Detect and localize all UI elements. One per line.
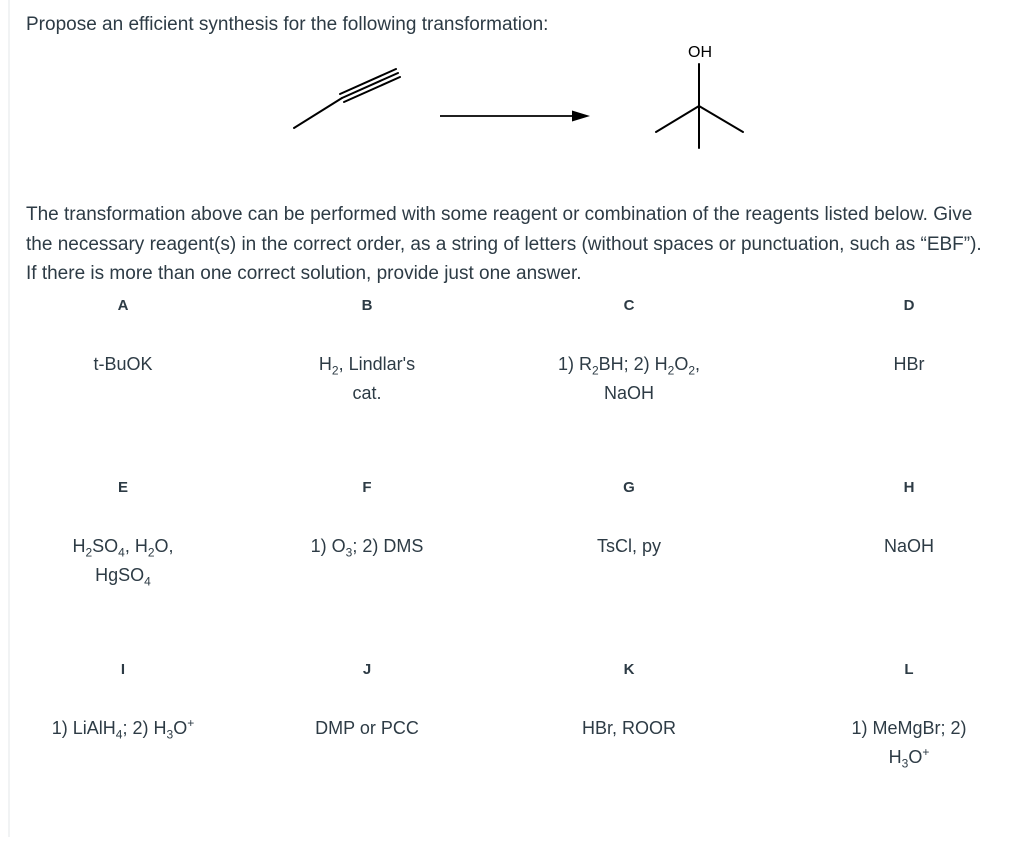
reagent-option-d <box>794 296 1024 379</box>
reagent-option-h <box>794 478 1024 561</box>
reagent-letter: J <box>362 661 372 678</box>
reagent-row <box>0 478 1024 660</box>
reagent-text: TsCl, py <box>596 536 661 556</box>
reagent-letter: K <box>623 661 635 678</box>
reagent-option-g <box>514 478 744 561</box>
reagent-text: 1) MeMgBr; 2) $H_3O^+$ <box>851 718 967 771</box>
reagent-letter: G <box>623 479 635 496</box>
question-prompt: Propose an efficient synthesis for the following transformation: <box>26 14 549 35</box>
instructions-text: The transformation above can be performed with some reagent or combination of the reagents listed below. Give the necessary reagent(s) in the correct order, as a string of letters (without spaces or punctuation, such as “EBF”). If there is more than one correct solution, provide just one answer. <box>26 204 982 284</box>
reagent-option-k <box>514 660 744 743</box>
reagent-grid <box>0 296 1024 842</box>
reagent-text: 1) LiAlH$_4$; 2) $H_3O^+$ <box>51 716 195 742</box>
product-oh-label: OH <box>688 44 712 61</box>
reagent-option-j <box>252 660 482 743</box>
propyne-structure <box>294 69 400 128</box>
reagent-row <box>0 660 1024 842</box>
reagent-text: 1) $R_2BH$; 2) $H_2O_2$, NaOH <box>557 354 701 403</box>
reagent-letter: H <box>903 479 915 496</box>
reagent-option-a <box>8 296 238 379</box>
reagent-letter: E <box>117 479 128 496</box>
reagent-letter: B <box>361 297 373 314</box>
reaction-scheme <box>280 38 750 168</box>
reagent-letter: C <box>623 297 635 314</box>
reagent-text: HBr <box>893 354 925 374</box>
reagent-text: t-BuOK <box>93 354 153 374</box>
reagent-letter: A <box>117 297 129 314</box>
reagent-option-e <box>8 478 238 590</box>
reagent-text: DMP or PCC <box>315 718 419 738</box>
reagent-option-c <box>514 296 744 408</box>
reagent-text: $H_2$, Lindlar's cat. <box>318 354 416 403</box>
reagent-text: 1) $O_3$; 2) DMS <box>310 536 424 560</box>
reaction-arrow <box>440 111 590 122</box>
reagent-letter: L <box>904 661 914 678</box>
reagent-option-f <box>252 478 482 561</box>
tert-butanol-structure <box>656 64 743 148</box>
reagent-letter: I <box>120 661 126 678</box>
reagent-text: NaOH <box>883 536 934 556</box>
reagent-letter: F <box>362 479 372 496</box>
reagent-option-i <box>8 660 238 743</box>
reagent-option-b <box>252 296 482 408</box>
reagent-text: HBr, ROOR <box>581 718 676 738</box>
reagent-option-l <box>794 660 1024 772</box>
reagent-letter: D <box>903 297 915 314</box>
reagent-row <box>0 296 1024 478</box>
reagent-text: $H_2SO_4$, $H_2O$, HgSO$_4$ <box>72 536 174 589</box>
